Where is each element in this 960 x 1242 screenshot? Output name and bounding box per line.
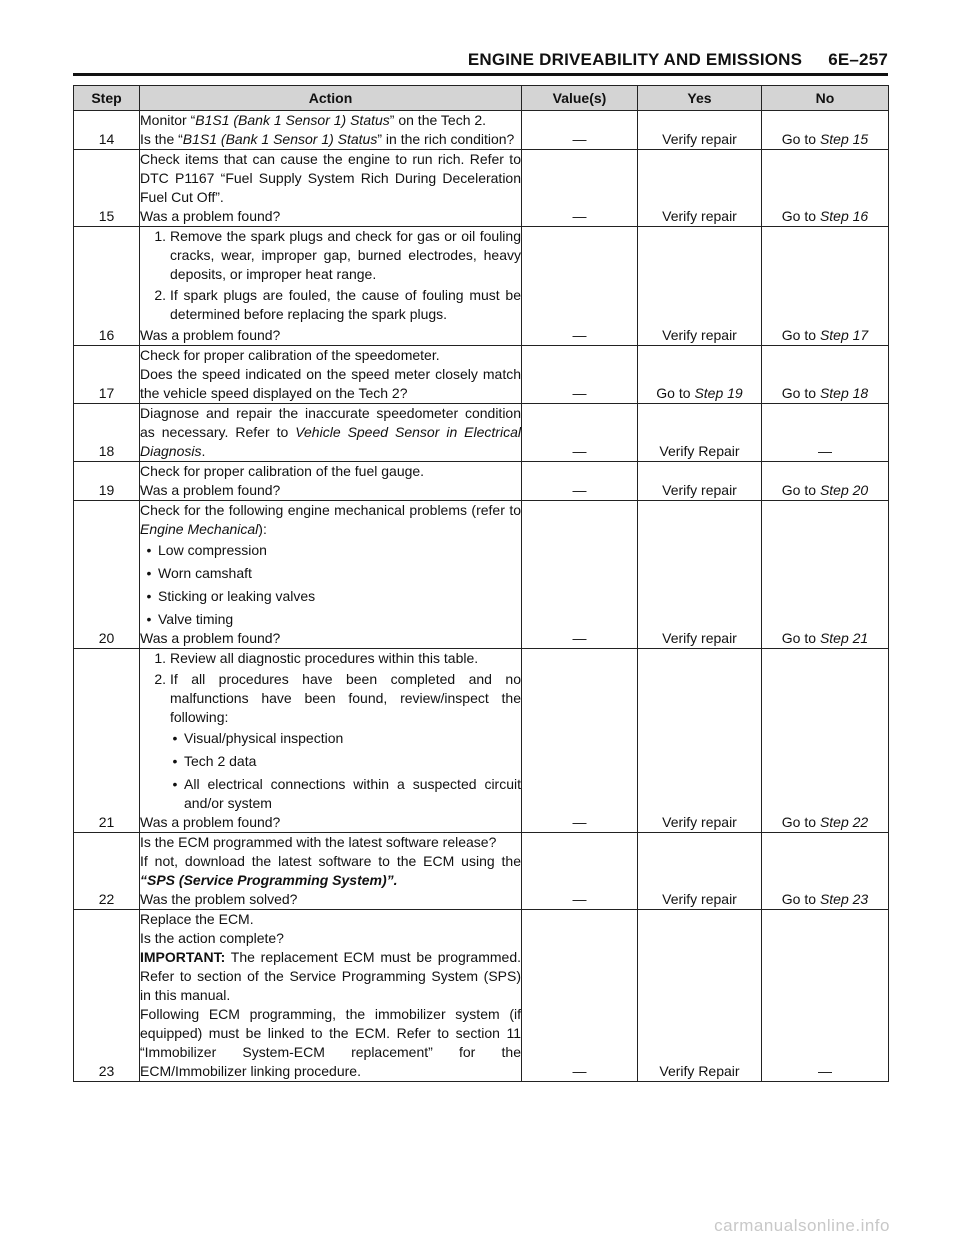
step-number: 22 <box>74 833 140 910</box>
column-header-step: Step <box>74 86 140 111</box>
value-cell: — <box>522 649 638 833</box>
action-text: Is the ECM programmed with the latest software release? If not, download the latest software to the ECM using the “SPS (Service Programming System)”. Was the problem solved? <box>140 833 522 910</box>
step-number: 17 <box>74 346 140 404</box>
yes-outcome: Verify Repair <box>638 910 762 1082</box>
table-row <box>74 649 889 833</box>
table-row <box>74 346 889 404</box>
action-text: Diagnose and repair the inaccurate speedometer condition as necessary. Refer to Vehicle Speed Sensor in Electrical Diagnosis. <box>140 404 522 462</box>
yes-outcome: Verify repair <box>638 462 762 501</box>
no-outcome: Go to Step 17 <box>762 227 889 346</box>
step-number: 18 <box>74 404 140 462</box>
value-cell: — <box>522 111 638 150</box>
table-row <box>74 462 889 501</box>
table-row <box>74 150 889 227</box>
step-number: 20 <box>74 501 140 649</box>
table-row <box>74 111 889 150</box>
step-number: 16 <box>74 227 140 346</box>
action-text: 1. Review all diagnostic procedures within this table. 2. If all procedures have been completed and no malfunctions have been found, review/inspect the following: • Visual/physical inspection • Tech 2 data • All electrical connections within a suspected circuit and/or system Was a problem found? <box>140 649 522 833</box>
action-text: Check for proper calibration of the fuel gauge. Was a problem found? <box>140 462 522 501</box>
yes-outcome: Go to Step 19 <box>638 346 762 404</box>
no-outcome: — <box>762 404 889 462</box>
table-row <box>74 404 889 462</box>
action-text: Check for the following engine mechanical problems (refer to Engine Mechanical): • Low compression • Worn camshaft • Sticking or leaking valves • Valve timing Was a problem found? <box>140 501 522 649</box>
value-cell: — <box>522 346 638 404</box>
step-number: 23 <box>74 910 140 1082</box>
column-header-action: Action <box>140 86 522 111</box>
yes-outcome: Verify Repair <box>638 404 762 462</box>
table-row <box>74 833 889 910</box>
action-text: 1. Remove the spark plugs and check for gas or oil fouling cracks, wear, improper gap, burned electrodes, heavy deposits, or improper heat range. 2. If spark plugs are fouled, the cause of fouling must be determined before replacing the spark plugs. Was a problem found? <box>140 227 522 346</box>
action-text: Replace the ECM. Is the action complete? IMPORTANT: The replacement ECM must be programmed. Refer to section of the Service Programming System (SPS) in this manual. Following ECM programming, the immobilizer system (if equipped) must be linked to the ECM. Refer to section 11 “Immobilizer System-ECM replacement” for the ECM/Immobilizer linking procedure. <box>140 910 522 1082</box>
no-outcome: Go to Step 22 <box>762 649 889 833</box>
step-number: 21 <box>74 649 140 833</box>
value-cell: — <box>522 910 638 1082</box>
no-outcome: Go to Step 23 <box>762 833 889 910</box>
action-text: Check items that can cause the engine to run rich. Refer to DTC P1167 “Fuel Supply System Rich During Deceleration Fuel Cut Off”. Was a problem found? <box>140 150 522 227</box>
yes-outcome: Verify repair <box>638 833 762 910</box>
table-header-row <box>74 86 889 111</box>
value-cell: — <box>522 404 638 462</box>
step-number: 15 <box>74 150 140 227</box>
yes-outcome: Verify repair <box>638 111 762 150</box>
value-cell: — <box>522 833 638 910</box>
yes-outcome: Verify repair <box>638 150 762 227</box>
section-title: ENGINE DRIVEABILITY AND EMISSIONS <box>467 50 803 69</box>
page-header <box>73 44 888 70</box>
table-row <box>74 227 889 346</box>
column-header-values: Value(s) <box>522 86 638 111</box>
value-cell: — <box>522 227 638 346</box>
action-text: Check for proper calibration of the speedometer. Does the speed indicated on the speed meter closely match the vehicle speed displayed on the Tech 2? <box>140 346 522 404</box>
no-outcome: Go to Step 20 <box>762 462 889 501</box>
no-outcome: Go to Step 16 <box>762 150 889 227</box>
step-number: 19 <box>74 462 140 501</box>
yes-outcome: Verify repair <box>638 501 762 649</box>
table-row <box>74 910 889 1082</box>
header-rule <box>73 73 888 76</box>
action-text: Monitor “B1S1 (Bank 1 Sensor 1) Status” on the Tech 2. Is the “B1S1 (Bank 1 Sensor 1) Status” in the rich condition? <box>140 111 522 150</box>
step-number: 14 <box>74 111 140 150</box>
watermark: carmanualsonline.info <box>714 1216 890 1235</box>
no-outcome: Go to Step 21 <box>762 501 889 649</box>
column-header-yes: Yes <box>638 86 762 111</box>
page-number: 6E–257 <box>828 50 888 69</box>
yes-outcome: Verify repair <box>638 649 762 833</box>
diagnostic-table <box>73 85 889 1082</box>
no-outcome: — <box>762 910 889 1082</box>
column-header-no: No <box>762 86 889 111</box>
no-outcome: Go to Step 18 <box>762 346 889 404</box>
yes-outcome: Verify repair <box>638 227 762 346</box>
value-cell: — <box>522 501 638 649</box>
value-cell: — <box>522 150 638 227</box>
table-row <box>74 501 889 649</box>
no-outcome: Go to Step 15 <box>762 111 889 150</box>
value-cell: — <box>522 462 638 501</box>
